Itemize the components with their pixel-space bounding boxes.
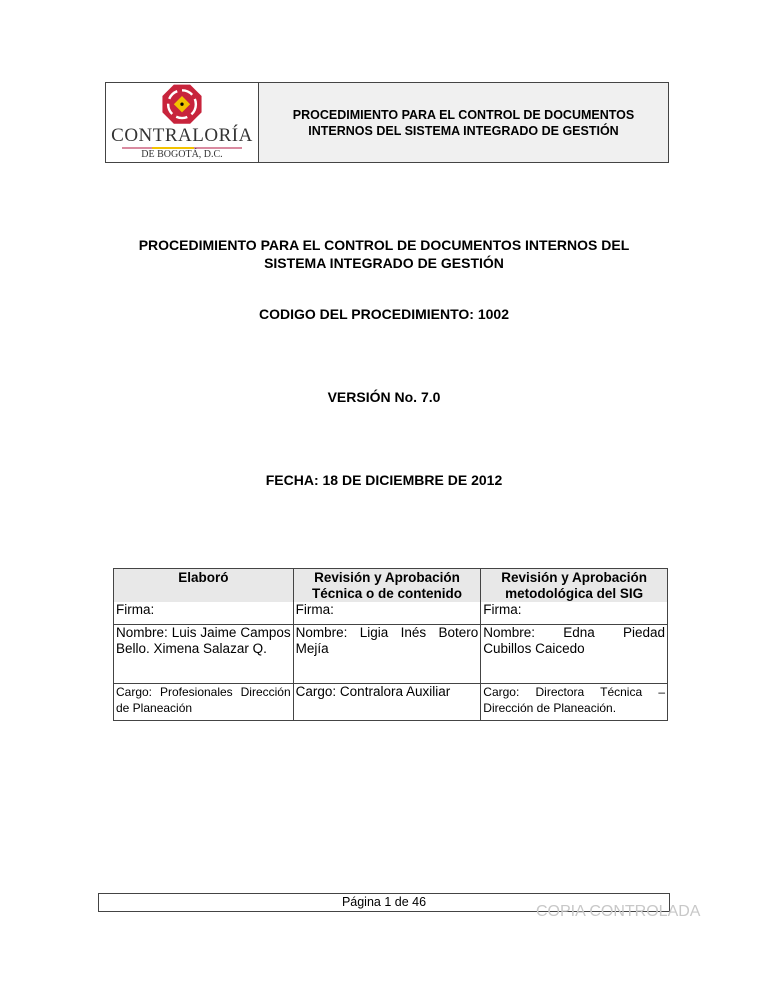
- nombre-cell: Nombre: Ligia Inés Botero Mejía: [293, 625, 481, 684]
- nombre-cell: Nombre: Luis Jaime Campos Bello. Ximena Salazar Q.: [114, 625, 294, 684]
- table-row-nombre: [114, 625, 668, 684]
- watermark: COPIA CONTROLADA: [536, 903, 701, 920]
- cargo-cell: Cargo: Contralora Auxiliar: [293, 684, 481, 721]
- version: VERSIÓN No. 7.0: [327, 389, 441, 405]
- logo-subtext: DE BOGOTÁ, D.C.: [141, 149, 223, 160]
- header-elaboro: Elaboró: [114, 569, 294, 603]
- document-title: [0, 236, 768, 272]
- header-title-line1: PROCEDIMIENTO PARA EL CONTROL DE DOCUMENTOS: [292, 107, 635, 122]
- cargo-cell: Cargo: Directora Técnica – Dirección de Planeación.: [481, 684, 668, 721]
- contraloria-logo: [106, 83, 259, 162]
- page-number: Página 1 de 46: [98, 893, 670, 912]
- header-title: [259, 83, 668, 162]
- header-revision-sig: Revisión y Aprobación metodológica del SIG: [481, 569, 668, 603]
- firma-cell: Firma:: [293, 602, 481, 625]
- title-line2: SISTEMA INTEGRADO DE GESTIÓN: [264, 255, 504, 271]
- table-row-firma: [114, 602, 668, 625]
- title-line1: PROCEDIMIENTO PARA EL CONTROL DE DOCUMENTOS INTERNOS DEL: [138, 237, 630, 253]
- firma-cell: Firma:: [114, 602, 294, 625]
- logo-text: CONTRALORÍA: [111, 125, 253, 147]
- table-header-row: [114, 569, 668, 603]
- nombre-cell: Nombre: Edna Piedad Cubillos Caicedo: [481, 625, 668, 684]
- firma-cell: Firma:: [481, 602, 668, 625]
- logo-emblem-icon: [156, 83, 208, 125]
- header-revision-tecnica: Revisión y Aprobación Técnica o de contenido: [293, 569, 481, 603]
- table-row-cargo: [114, 684, 668, 721]
- cargo-cell: Cargo: Profesionales Dirección de Planeación: [114, 684, 294, 721]
- document-header: [105, 82, 669, 163]
- procedure-code: CODIGO DEL PROCEDIMIENTO: 1002: [259, 306, 509, 322]
- date: FECHA: 18 DE DICIEMBRE DE 2012: [265, 472, 503, 488]
- header-title-line2: INTERNOS DEL SISTEMA INTEGRADO DE GESTIÓN: [308, 123, 619, 138]
- approval-table: [113, 568, 668, 721]
